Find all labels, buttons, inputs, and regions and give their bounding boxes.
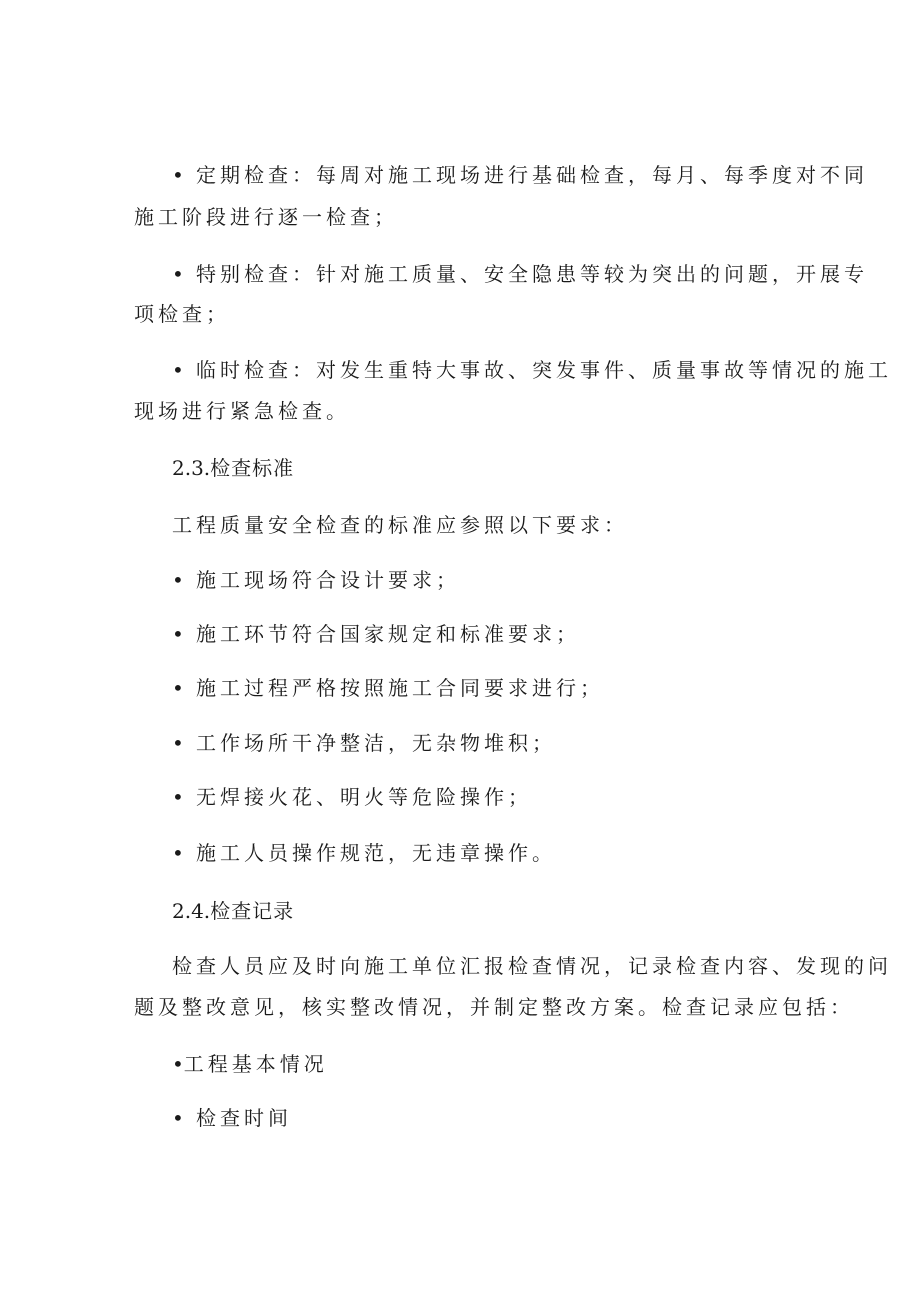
list-item [172,676,604,700]
paragraph-line: 题及整改意见，核实整改情况，并制定整改方案。检查记录应包括： [134,995,854,1019]
bullet: • [172,731,184,755]
list-item-continuation: 施工阶段进行逐一检查； [134,205,398,229]
list-item-text: 工程基本情况 [183,1052,328,1076]
bullet: • [172,568,184,592]
list-item [172,841,556,865]
list-item-text: 特别检查：针对施工质量、安全隐患等较为突出的问题，开展专 [196,262,868,286]
list-item-text: 施工环节符合国家规定和标准要求； [196,622,580,646]
bullet: • [172,262,184,286]
list-item-text: 定期检查：每周对施工现场进行基础检查，每月、每季度对不同 [196,163,868,187]
section-title: 检查记录 [210,899,295,923]
list-item-text: 临时检查：对发生重特大事故、突发事件、质量事故等情况的施工 [196,358,892,382]
bullet: • [172,676,184,700]
list-item-text: 施工人员操作规范，无违章操作。 [196,841,556,865]
list-item-text: 检查时间 [196,1106,292,1130]
list-item [172,568,460,592]
bullet: • [172,358,184,382]
bullet: • [172,163,184,187]
list-item-text: 施工现场符合设计要求； [196,568,460,592]
list-item [172,1052,328,1076]
list-item-text: 无焊接火花、明火等危险操作； [196,785,532,809]
list-item [172,785,532,809]
bullet: • [172,1106,184,1130]
bullet: • [172,785,184,809]
list-item-continuation: 现场进行紧急检查。 [134,399,350,423]
list-item [172,358,892,382]
paragraph: 工程质量安全检查的标准应参照以下要求： [172,513,628,537]
paragraph-line: 检查人员应及时向施工单位汇报检查情况，记录检查内容、发现的问 [172,954,892,978]
section-title: 检查标准 [210,456,295,480]
list-item [172,622,580,646]
list-item-text: 工作场所干净整洁，无杂物堆积； [196,731,556,755]
section-number: 2.4. [172,899,211,923]
list-item [172,1106,292,1130]
list-item-text: 施工过程严格按照施工合同要求进行； [196,676,604,700]
bullet: • [172,1052,184,1076]
section-heading [172,456,294,480]
bullet: • [172,841,184,865]
section-number: 2.3. [172,456,211,480]
bullet: • [172,622,184,646]
list-item [172,262,868,286]
section-heading [172,899,294,923]
list-item-continuation: 项检查； [134,302,230,326]
list-item [172,163,868,187]
list-item [172,731,556,755]
